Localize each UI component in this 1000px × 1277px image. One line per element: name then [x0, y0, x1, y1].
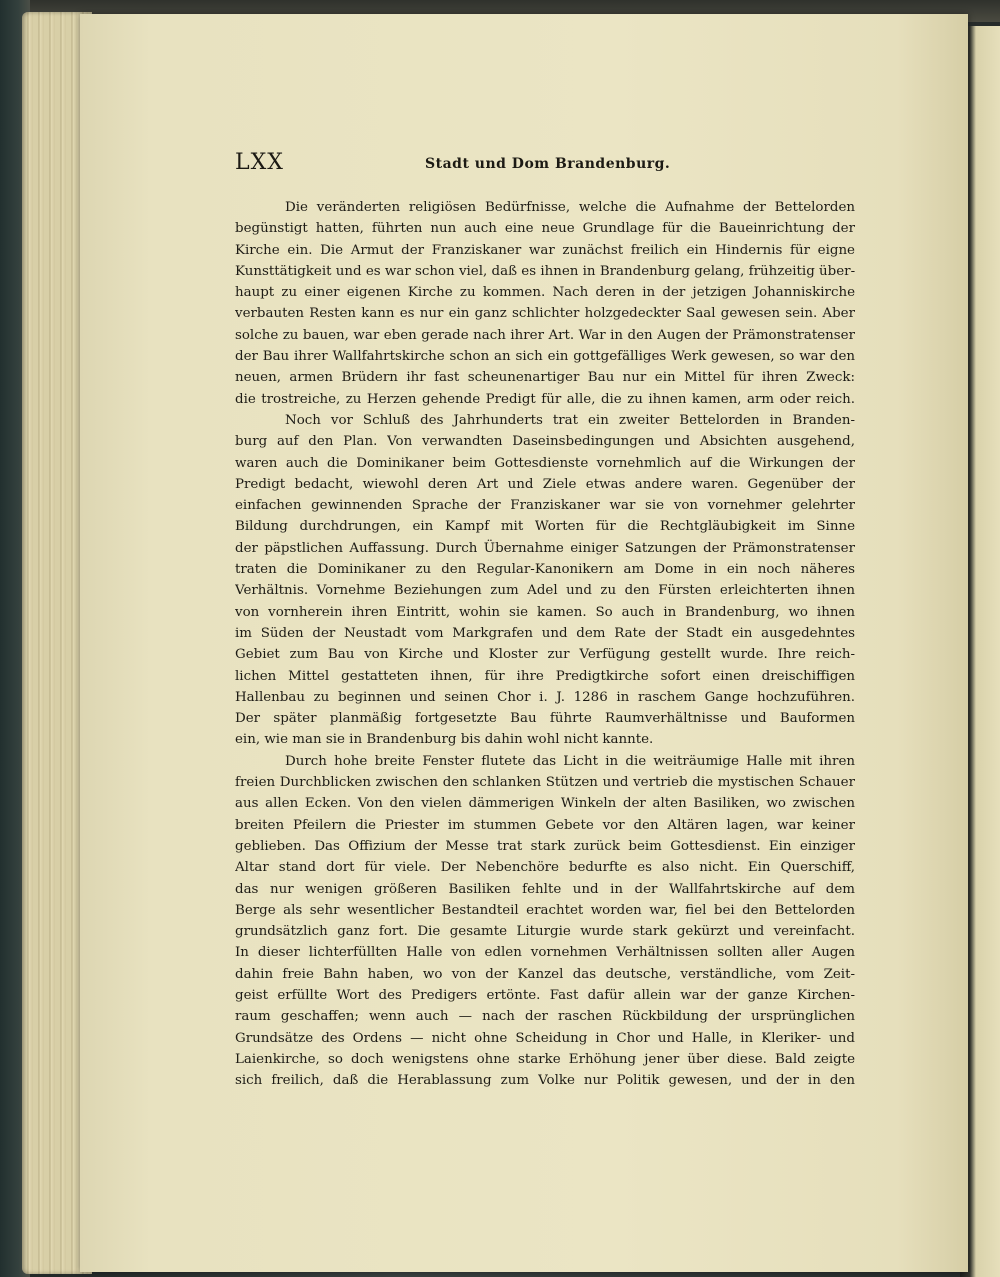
text-line: Durch hohe breite Fenster flutete das Licht in die weiträumige Halle mit ihren — [285, 753, 855, 769]
text-line: Predigt bedacht, wiewohl deren Art und Ziele etwas andere waren. Gegenüber der — [235, 476, 855, 492]
text-line: Gebiet zum Bau von Kirche und Kloster zur Verfügung gestellt wurde. Ihre reich- — [235, 647, 855, 663]
running-title: Stadt und Dom Brandenburg. — [425, 156, 671, 172]
text-line: Der später planmäßig fortgesetzte Bau führte Raumverhältnisse und Bauformen — [235, 711, 855, 727]
text-line: solche zu bauen, war eben gerade nach ihrer Art. War in den Augen der Prämonstratenser — [235, 327, 855, 343]
text-line: von vornherein ihren Eintritt, wohin sie kamen. So auch in Brandenburg, wo ihnen — [235, 604, 855, 620]
text-line: dahin freie Bahn haben, wo von der Kanzel das deutsche, verständliche, vom Zeit- — [235, 966, 855, 982]
text-line: Grundsätze des Ordens — nicht ohne Scheidung in Chor und Halle, in Kleriker- und — [235, 1030, 855, 1046]
text-line: aus allen Ecken. Von den vielen dämmerigen Winkeln der alten Basiliken, wo zwischen — [235, 796, 855, 812]
text-line: freien Durchblicken zwischen den schlanken Stützen und vertrieb die mystischen Schauer — [235, 775, 855, 791]
text-line: geist erfüllte Wort des Predigers ertönte. Fast dafür allein war der ganze Kirchen- — [235, 987, 855, 1003]
text-line: waren auch die Dominikaner beim Gottesdienste vornehmlich auf die Wirkungen der — [235, 455, 855, 471]
text-line: Kunsttätigkeit und es war schon viel, daß es ihnen in Brandenburg gelang, frühzeitig über- — [235, 263, 855, 279]
text-line: grundsätzlich ganz fort. Die gesamte Liturgie wurde stark gekürzt und vereinfacht. — [235, 924, 855, 940]
text-line: breiten Pfeilern die Priester im stummen Gebete vor den Altären lagen, war keiner — [235, 817, 855, 833]
page-number: LXX — [235, 150, 284, 175]
text-line: raum geschaffen; wenn auch — nach der raschen Rückbildung der ursprünglichen — [235, 1009, 855, 1025]
text-line: In dieser lichterfüllten Halle von edlen vornehmen Verhältnissen sollten aller Augen — [235, 945, 855, 961]
text-line: traten die Dominikaner zu den Regular-Kanonikern am Dome in ein noch näheres — [235, 562, 855, 578]
text-line: ein, wie man sie in Brandenburg bis dahin wohl nicht kannte. — [235, 732, 654, 748]
text-line: der Bau ihrer Wallfahrtskirche schon an sich ein gottgefälliges Werk gewesen, so war den — [235, 349, 855, 365]
text-line: das nur wenigen größeren Basiliken fehlte und in der Wallfahrtskirche auf dem — [235, 881, 855, 897]
text-line: lichen Mittel gestatteten ihnen, für ihre Predigtkirche sofort einen dreischiffigen — [235, 668, 855, 684]
text-line: burg auf den Plan. Von verwandten Daseinsbedingungen und Absichten ausgehend, — [235, 434, 855, 450]
text-line: Berge als sehr wesentlicher Bestandteil erachtet worden war, fiel bei den Bettelorden — [235, 902, 855, 918]
text-line: Die veränderten religiösen Bedürfnisse, welche die Aufnahme der Bettelorden — [285, 200, 855, 215]
text-line: geblieben. Das Offizium der Messe trat stark zurück beim Gottesdienst. Ein einziger — [235, 838, 855, 854]
text-line: Kirche ein. Die Armut der Franziskaner war zunächst freilich ein Hindernis für eigne — [235, 242, 855, 258]
text-line: der päpstlichen Auffassung. Durch Übernahme einiger Satzungen der Prämonstratenser — [235, 540, 855, 556]
text-line: haupt zu einer eigenen Kirche zu kommen. Nach deren in der jetzigen Johanniskirche — [235, 285, 855, 301]
text-line: Noch vor Schluß des Jahrhunderts trat ein zweiter Bettelorden in Branden- — [285, 412, 855, 428]
text-line: begünstigt hatten, führten nun auch eine neue Grundlage für die Baueinrichtung der — [235, 221, 855, 237]
text-line: die trostreiche, zu Herzen gehende Predigt für alle, die zu ihnen kamen, arm oder reich. — [235, 391, 855, 407]
text-line: Altar stand dort für viele. Der Nebenchöre bedurfte es also nicht. Ein Querschiff, — [235, 860, 855, 876]
running-head — [235, 150, 857, 180]
text-line: Laienkirche, so doch wenigstens ohne starke Erhöhung jener über diese. Bald zeigte — [235, 1051, 855, 1067]
body-text — [235, 197, 855, 1091]
text-line: neuen, armen Brüdern ihr fast scheunenartiger Bau nur ein Mittel für ihren Zweck: — [235, 370, 855, 386]
text-line: Hallenbau zu beginnen und seinen Chor i. J. 1286 in raschem Gange hochzuführen. — [235, 689, 855, 705]
text-line: sich freilich, daß die Herablassung zum Volke nur Politik gewesen, und der in den — [235, 1073, 855, 1089]
text-line: einfachen gewinnenden Sprache der Franziskaner war sie von vornehmer gelehrter — [235, 498, 855, 514]
text-line: verbauten Resten kann es nur ein ganz schlichter holzgedeckter Saal gewesen sein. Aber — [235, 306, 855, 322]
text-line: Verhältnis. Vornehme Beziehungen zum Adel und zu den Fürsten erleichterten ihnen — [235, 583, 855, 599]
text-line: im Süden der Neustadt vom Markgrafen und dem Rate der Stadt ein ausgedehntes — [235, 625, 855, 641]
text-line: Bildung durchdrungen, ein Kampf mit Worten für die Rechtgläubigkeit im Sinne — [235, 519, 855, 535]
